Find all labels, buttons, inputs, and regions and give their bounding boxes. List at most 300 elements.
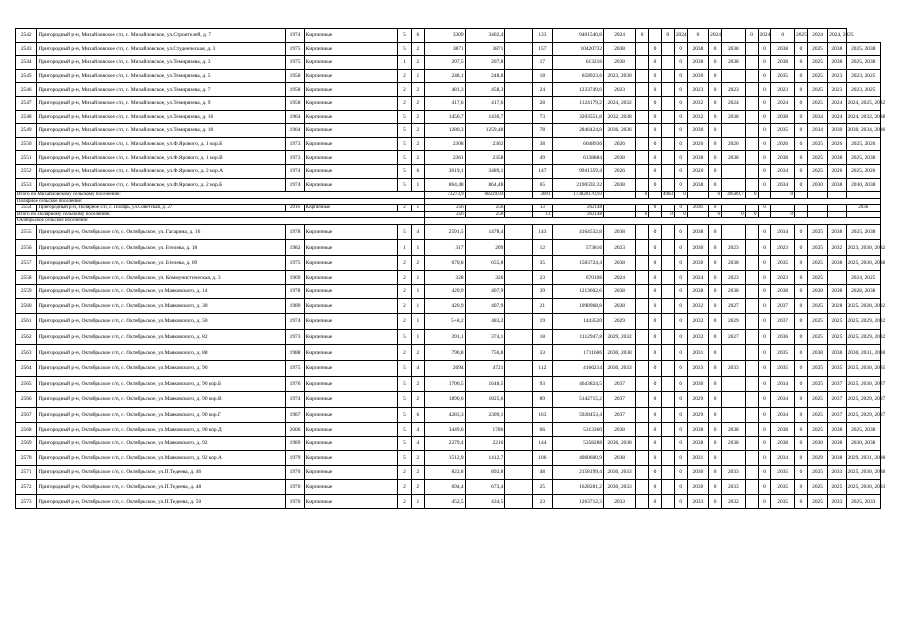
table-cell: 1213602,6 [552, 285, 604, 299]
table-cell [505, 255, 533, 271]
table-cell: 2032, 2038 [604, 110, 636, 124]
table-cell: 2 [398, 96, 412, 110]
table-cell: 1975 [286, 42, 304, 56]
group-label: Итого по Михайловскому сельскому поселению: [16, 192, 425, 199]
table-cell: 2038 [771, 436, 795, 450]
table-cell: 2216 [465, 436, 505, 450]
table-cell: 2023 [722, 271, 746, 285]
table-cell [636, 224, 649, 240]
table-cell: 0 [649, 69, 662, 83]
table-cell [745, 83, 758, 97]
table-cell: 49589,7 [722, 192, 746, 199]
table-cell [505, 224, 533, 240]
table-cell: 5358288 [552, 436, 604, 450]
address-cell: Пригородный р-н, Октябрьское с/п, с. Октябрьское, ул.Маяковского, д. 92 кор.А [37, 450, 286, 466]
table-cell: 2024 [687, 271, 708, 285]
table-cell: 4060600,9 [552, 450, 604, 466]
table-cell: 1430,7 [465, 110, 505, 124]
table-cell: 2024, 2025, 2032 [846, 96, 881, 110]
table-cell: 0 [674, 178, 687, 192]
table-cell: 2030 [687, 255, 708, 271]
table-cell: 1974 [286, 178, 304, 192]
address-cell: Пригородный р-н, Михайловское с/п, с. Михайловское, ул.Темирязева, д. 3 [37, 56, 286, 70]
address-cell: Пригородный р-н, Михайловское с/п, с. Михайловское, ул.Темирязева, д. 16 [37, 110, 286, 124]
table-cell: 0 [709, 450, 722, 466]
table-cell [636, 178, 649, 192]
row-number-cell: 2546 [16, 83, 37, 97]
table-cell: 4 [411, 436, 424, 450]
table-cell: 2 [398, 255, 412, 271]
table-cell: 0 [795, 479, 808, 495]
table-cell: 2038 [771, 110, 795, 124]
table-cell: 0 [649, 376, 662, 392]
table-cell: 2028, 2038 [846, 285, 881, 299]
table-cell: 0 [649, 240, 662, 256]
table-cell: 4643824,5 [552, 376, 604, 392]
table-row [16, 69, 881, 83]
table-cell [636, 42, 649, 56]
table-cell: 0 [758, 271, 771, 285]
table-cell: 2034 [807, 110, 827, 124]
table-cell: 2 [411, 151, 424, 165]
table-cell: 1973 [286, 137, 304, 151]
table-cell: 2024, 2032 [604, 96, 636, 110]
table-cell [505, 29, 533, 43]
table-cell: 2038 [604, 178, 636, 192]
table-cell: 23 [533, 271, 552, 285]
table-cell: 5142715,2 [552, 392, 604, 408]
table-row [16, 479, 881, 495]
table-cell: 2029 [604, 314, 636, 330]
table-cell [661, 407, 674, 423]
table-cell [505, 329, 533, 345]
row-number-cell: 2544 [16, 56, 37, 70]
table-cell: 0 [709, 124, 722, 138]
table-cell: 2030, 2038 [846, 178, 881, 192]
table-cell: 0 [649, 407, 662, 423]
table-cell: 2038 [687, 56, 708, 70]
table-cell: 0 [649, 164, 662, 178]
table-cell: 0 [709, 466, 722, 480]
table-cell: 2024 [828, 110, 846, 124]
table-cell: 2025, 2030, 2038 [846, 255, 881, 271]
table-cell: 2038 [604, 423, 636, 437]
row-number-cell: 2553 [16, 178, 37, 192]
table-cell [505, 466, 533, 480]
table-cell: 434,5 [465, 495, 505, 509]
table-cell: 93 [533, 376, 552, 392]
table-cell: 2 [398, 205, 412, 212]
table-cell: 2038 [687, 178, 708, 192]
table-cell: 2036, 2038 [604, 436, 636, 450]
address-cell: Пригородный р-н, Октябрьское с/п, с. Октябрьское, ул.Маяковского, д. 90 [37, 360, 286, 376]
table-cell: 0 [795, 376, 808, 392]
table-cell: 1974 [286, 314, 304, 330]
table-cell: Кирпичные [304, 407, 397, 423]
table-cell: 1 [398, 240, 412, 256]
table-cell: 2029 [807, 450, 827, 466]
table-cell: 1443520 [552, 314, 604, 330]
table-cell: 1979 [286, 450, 304, 466]
table-cell: 0 [758, 137, 771, 151]
table-cell: 0 [709, 285, 722, 299]
table-cell: 2032 [687, 110, 708, 124]
table-cell: 673,4 [465, 479, 505, 495]
table-cell: 1450,7 [424, 110, 465, 124]
table-cell: 0 [649, 178, 662, 192]
table-row [16, 29, 881, 43]
row-number-cell: 2542 [16, 29, 37, 43]
table-cell: 1978 [286, 285, 304, 299]
table-cell: 417,6 [424, 96, 465, 110]
table-cell: 481,3 [424, 83, 465, 97]
table-cell [636, 110, 649, 124]
table-cell: 2025, 2029, 2032 [846, 314, 881, 330]
table-cell [745, 450, 758, 466]
table-cell: Кирпичные [304, 285, 397, 299]
table-cell [636, 423, 649, 437]
table-cell: 207,8 [465, 56, 505, 70]
table-cell: 2006 [286, 423, 304, 437]
table-cell: 163 [533, 407, 552, 423]
table-cell: 0 [795, 285, 808, 299]
table-cell: 2032 [687, 314, 708, 330]
table-cell: 256 [424, 205, 465, 212]
table-cell: 2030, 2038 [604, 345, 636, 361]
table-cell: 2 [398, 466, 412, 480]
table-cell: 256 [465, 211, 505, 218]
table-cell [661, 240, 674, 256]
table-cell: 209 [465, 240, 505, 256]
table-cell: 2035 [771, 345, 795, 361]
table-cell: 0 [649, 360, 662, 376]
table-cell: 2038 [771, 423, 795, 437]
table-cell [636, 56, 649, 70]
table-cell [745, 466, 758, 480]
table-cell: 2 [411, 42, 424, 56]
table-cell: 0 [795, 345, 808, 361]
table-cell: 613216 [552, 56, 604, 70]
table-cell: 0 [795, 178, 808, 192]
address-cell: Пригородный р-н, Октябрьское с/п, с. Октябрьское, ул.П.Тедеева, д. 46 [37, 466, 286, 480]
table-cell: 0 [674, 466, 687, 480]
table-cell: 17 [533, 56, 552, 70]
table-cell [505, 164, 533, 178]
table-cell [636, 314, 649, 330]
table-cell: 2038 [771, 56, 795, 70]
table-cell: 0 [674, 345, 687, 361]
table-cell: 2034 [771, 376, 795, 392]
table-cell [745, 376, 758, 392]
table-cell: 2 [398, 69, 412, 83]
table-cell: Кирпичные [304, 164, 397, 178]
table-cell: 1975 [286, 255, 304, 271]
table-row [16, 345, 881, 361]
row-number-cell: 2547 [16, 96, 37, 110]
table-cell: 2024 [604, 271, 636, 285]
address-cell: Пригородный р-н, Октябрьское с/п, с. Октябрьское, ул. Гагарина, д. 16 [37, 224, 286, 240]
table-cell: 756,8 [465, 345, 505, 361]
table-cell: 4166214 [552, 360, 604, 376]
table-cell: 2035 [771, 124, 795, 138]
table-cell: 790,8 [424, 345, 465, 361]
table-cell: 0 [795, 42, 808, 56]
table-row [16, 392, 881, 408]
table-cell: 0 [709, 83, 722, 97]
table-cell [505, 436, 533, 450]
table-cell: 2025 [807, 466, 827, 480]
table-cell: 0 [709, 298, 722, 314]
table-cell [661, 124, 674, 138]
table-cell: 0 [674, 479, 687, 495]
table-cell: 2032 [687, 96, 708, 110]
table-cell: 822,8 [424, 466, 465, 480]
table-cell: 18 [533, 69, 552, 83]
table-cell: 0 [687, 29, 708, 43]
table-cell: 0 [758, 360, 771, 376]
table-row [16, 178, 881, 192]
table-cell: 5+8,2 [424, 314, 465, 330]
table-cell: 2031 [687, 345, 708, 361]
table-cell [745, 423, 758, 437]
table-cell [649, 29, 662, 43]
table-cell: 0 [649, 124, 662, 138]
table-cell [661, 392, 674, 408]
table-cell: 1974 [286, 392, 304, 408]
table-cell: 2035 [771, 479, 795, 495]
table-cell: 452,5 [424, 495, 465, 509]
table-cell [661, 178, 674, 192]
table-cell [661, 314, 674, 330]
table-cell: 1974 [286, 164, 304, 178]
table-cell: 6 [411, 164, 424, 178]
table-cell [745, 42, 758, 56]
table-cell: 2038 [722, 285, 746, 299]
table-cell: 2038 [807, 345, 827, 361]
table-cell [636, 285, 649, 299]
table-cell: 2025 [807, 376, 827, 392]
table-row [16, 56, 881, 70]
table-cell: 2038 [604, 151, 636, 165]
table-cell: 1 [411, 69, 424, 83]
table-cell: 0 [674, 495, 687, 509]
table-cell: 1 [411, 240, 424, 256]
table-cell [745, 124, 758, 138]
table-cell: 2 [398, 83, 412, 97]
table-cell: 2 [398, 314, 412, 330]
table-cell [661, 137, 674, 151]
table-cell: 2037 [771, 314, 795, 330]
table-cell [505, 423, 533, 437]
row-number-cell: 2566 [16, 392, 37, 408]
table-row [16, 110, 881, 124]
table-cell: 2 [411, 96, 424, 110]
table-cell: 2027 [722, 298, 746, 314]
table-cell: 5 [398, 436, 412, 450]
table-cell: Кирпичные [304, 124, 397, 138]
table-cell: 2025, 2029, 2037 [846, 392, 881, 408]
table-cell: 2025, 2030, 2038 [846, 466, 881, 480]
table-cell: 0 [649, 205, 662, 212]
row-number-cell: 2552 [16, 164, 37, 178]
table-cell: 2035 [828, 360, 846, 376]
table-cell: 0 [795, 314, 808, 330]
table-row [16, 466, 881, 480]
table-cell: 0 [795, 436, 808, 450]
table-cell: 2025, 2030, 2035 [846, 360, 881, 376]
table-cell: 0 [674, 240, 687, 256]
table-cell: 2030 [687, 479, 708, 495]
address-cell: Пригородный р-н, Михайловское с/п, с. Михайловское, ул.Строителей, д. 7 [37, 29, 286, 43]
table-cell: 2037 [828, 407, 846, 423]
table-cell: 2190592,32 [552, 178, 604, 192]
table-cell: Кирпичные [304, 205, 397, 212]
table-cell [505, 407, 533, 423]
table-cell: 2025, 2038 [846, 423, 881, 437]
table-cell: 2030 [807, 436, 827, 450]
row-number-cell: 2562 [16, 329, 37, 345]
table-cell: 2025, 2026 [846, 164, 881, 178]
table-row [16, 436, 881, 450]
table-cell: 2038 [828, 345, 846, 361]
table-cell: 2036, 2036 [604, 124, 636, 138]
table-cell: 0 [745, 29, 758, 43]
table-cell: 0 [758, 110, 771, 124]
table-cell [661, 466, 674, 480]
table-cell: 143 [533, 224, 552, 240]
table-cell: 38 [533, 137, 552, 151]
table-cell: 0 [758, 314, 771, 330]
table-cell: 4164532,8 [552, 224, 604, 240]
table-cell: 0 [709, 271, 722, 285]
table-cell: 2029, 2032 [604, 329, 636, 345]
table-cell [722, 392, 746, 408]
table-cell [745, 314, 758, 330]
table-cell: 2038 [604, 285, 636, 299]
table-cell: 2846424,8 [552, 124, 604, 138]
table-cell: Кирпичные [304, 436, 397, 450]
table-cell [505, 285, 533, 299]
table-cell: 2023 [771, 271, 795, 285]
table-cell: 0 [649, 466, 662, 480]
table-cell: 2 [411, 83, 424, 97]
table-cell: 2028 [807, 285, 827, 299]
table-cell: 0 [758, 42, 771, 56]
table-cell: 0 [758, 298, 771, 314]
table-cell: 0 [661, 211, 674, 218]
table-cell: 0 [709, 479, 722, 495]
table-cell: 4283,3 [424, 407, 465, 423]
table-cell: 248,1 [424, 69, 465, 83]
table-cell: 2025 [807, 240, 827, 256]
table-cell: 0 [758, 56, 771, 70]
table-cell: 1098968,8 [552, 298, 604, 314]
row-number-cell: 2567 [16, 407, 37, 423]
table-cell: 2038 [687, 423, 708, 437]
table-cell: 24 [533, 83, 552, 97]
table-cell: 2035 [771, 255, 795, 271]
table-cell: Кирпичные [304, 42, 397, 56]
table-cell [636, 124, 649, 138]
table-cell: 0 [795, 298, 808, 314]
table-cell: 2025 [807, 255, 827, 271]
table-cell: 0 [758, 466, 771, 480]
table-cell: 2024 [758, 29, 771, 43]
table-cell: 1 [398, 56, 412, 70]
table-cell: 3019,1 [424, 164, 465, 178]
table-cell: 4 [411, 360, 424, 376]
table-cell [745, 479, 758, 495]
table-cell: 2025, 2029, 2032 [846, 329, 881, 345]
table-cell: 0 [709, 392, 722, 408]
row-number-cell: 2571 [16, 466, 37, 480]
table-cell: 2025 [807, 423, 827, 437]
table-cell [745, 329, 758, 345]
table-cell [722, 345, 746, 361]
table-cell: 0 [649, 56, 662, 70]
table-cell: 2038 [604, 255, 636, 271]
table-cell: 1976 [286, 376, 304, 392]
table-cell: 3871 [465, 42, 505, 56]
table-cell: Кирпичные [304, 29, 397, 43]
table-cell: 407,9 [465, 285, 505, 299]
table-cell: 2026 [828, 137, 846, 151]
table-cell: 1 [411, 329, 424, 345]
table-cell [505, 110, 533, 124]
address-cell: Пригородный р-н, Михайловское с/п, с. Михайловское, ул.Темирязева, д. 18 [37, 124, 286, 138]
table-cell: 1233749,6 [552, 83, 604, 97]
table-cell: 2 [411, 110, 424, 124]
table-cell: 2025 [828, 314, 846, 330]
table-cell: 2038 [722, 56, 746, 70]
table-cell: 0 [661, 29, 674, 43]
table-cell: 0 [795, 466, 808, 480]
row-number-cell: 2550 [16, 137, 37, 151]
table-cell [745, 137, 758, 151]
table-cell [722, 164, 746, 178]
table-cell: 0 [674, 56, 687, 70]
table-cell: 2025 [807, 298, 827, 314]
table-cell: 0 [758, 240, 771, 256]
table-cell [745, 96, 758, 110]
table-cell: 2309,1 [465, 407, 505, 423]
table-cell: 12 [533, 240, 552, 256]
table-cell: 0 [649, 271, 662, 285]
table-cell: 2023, 2025 [846, 83, 881, 97]
table-cell: 420,9 [424, 298, 465, 314]
table-cell: 0 [649, 479, 662, 495]
table-cell: 3091 [533, 192, 552, 199]
address-cell: Пригородный р-н, Октябрьское с/п, с. Октябрьское, ул.Маяковского, д. 50 [37, 314, 286, 330]
table-cell: 2025 [807, 495, 827, 509]
table-cell: 2030, 2033 [604, 466, 636, 480]
table-cell: 573816 [552, 240, 604, 256]
table-cell: 2025 [807, 96, 827, 110]
table-cell: 2038 [828, 450, 846, 466]
table-cell: 2 [398, 345, 412, 361]
table-cell: Кирпичные [304, 329, 397, 345]
table-cell: 2029 [687, 407, 708, 423]
table-cell: Кирпичные [304, 178, 397, 192]
table-cell: 2 [398, 298, 412, 314]
table-cell: 25 [533, 479, 552, 495]
table-cell: 4721 [465, 360, 505, 376]
table-cell: 2033 [722, 360, 746, 376]
table-cell: 4 [411, 224, 424, 240]
table-cell: 0 [709, 96, 722, 110]
table-cell: 2029, 2031, 2038 [846, 450, 881, 466]
table-cell [636, 271, 649, 285]
